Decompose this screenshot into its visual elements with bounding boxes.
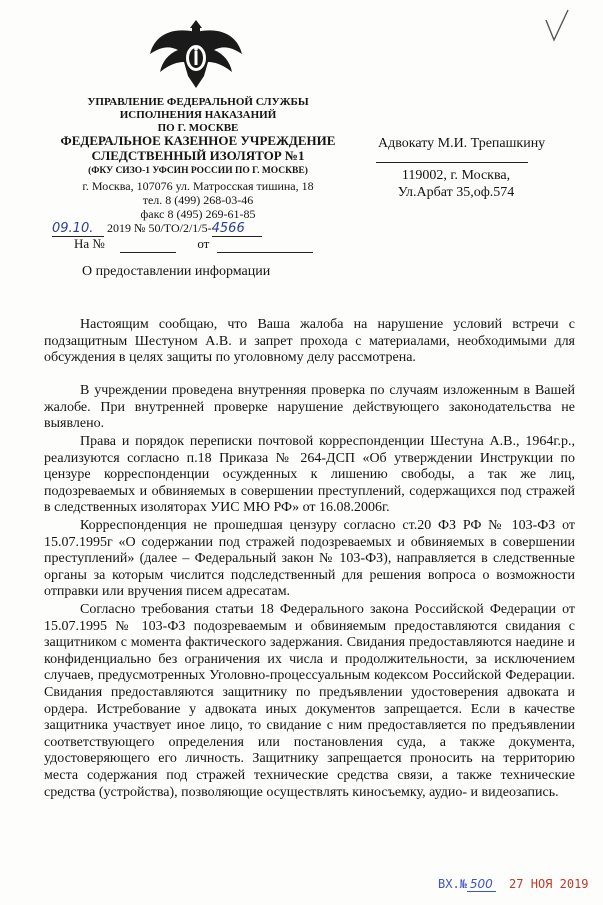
reference-date-blank [217,236,313,253]
paragraph-4: Корреспонденция не прошедшая цензуру согласно ст.20 ФЗ РФ № 103-ФЗ от 15.07.1995г «О содержании под стражей подозреваемых и обвиняемых в совершении преступлений» (далее – Федеральный закон № 103-ФЗ), направляется в следственные органы за которым числится подследственный для решения вопроса о возможности отправки или вручения писем адресатам. [44,518,575,600]
stamp-prefix: ВХ.№ [438,877,467,891]
letterhead-institution [30,133,366,163]
inst-line-2: СЛЕДСТВЕННЫЙ ИЗОЛЯТОР №1 [91,148,305,163]
dept-line-3: ПО Г. МОСКВЕ [157,122,239,134]
reference-date-label: от [197,236,210,251]
reference-line [74,236,313,253]
dept-line-2: ИСПОЛНЕНИЯ НАКАЗАНИЙ [119,109,277,121]
fax: факс 8 (495) 269-61-85 [140,207,256,221]
telephone: тел. 8 (499) 268-03-46 [142,193,254,207]
reference-number-blank [120,236,176,253]
incoming-stamp [438,877,589,891]
recipient-address [376,167,536,201]
outgoing-number: 2019 № 50/ТО/2/1/5- [107,221,212,235]
recipient-name: Адвокату М.И. Трепашкину [378,136,546,151]
paragraph-2: В учреждении проведена внутренняя проверка по случаям изложенным в Вашей жалобе. При внутренней проверке нарушение действующего законодательства не выявлено. [44,383,575,432]
outgoing-number-line [52,221,262,237]
recipient-city: 119002, г. Москва, [401,168,511,183]
outgoing-date: 09.10. [52,221,104,237]
stamp-date: 27 НОЯ 2019 [509,877,589,891]
checkmark-icon [544,8,570,44]
dept-line-1: УПРАВЛЕНИЕ ФЕДЕРАЛЬНОЙ СЛУЖБЫ [87,96,309,108]
paragraph-5: Согласно требования статьи 18 Федерального закона Российской Федерации от 15.07.1995 № 103-ФЗ подозреваемым и обвиняемым предоставляются свидания с защитником с момента фактического задержания. Свидания предоставляются наедине и конфиденциально без ограничения их числа и продолжительности, за исключением случаев, предусмотренных Уголовно-процессуальным кодексом Российской Федерации. Свидания предоставляются защитнику по предъявлении удостоверения адвоката и ордера. Истребование у адвоката иных документов запрещается. Если в качестве защитника участвует иное лицо, то свидание с ним предоставляется по предъявлении соответствующего определения или постановления суда, а также документа, удостоверяющего его личность. Защитнику запрещается проносить на территорию места содержания под стражей технические средства связи, а также технические средства (устройства), позволяющие осуществлять киносъемку, аудио- и видеозапись. [44,602,575,800]
reference-number-label: На № [74,236,105,251]
emblem-icon [148,16,244,94]
subject: О предоставлении информации [82,264,271,279]
address: г. Москва, 107076 ул. Матросская тишина, 18 [82,179,314,193]
recipient-street: Ул.Арбат 35,оф.574 [397,185,515,200]
stamp-number: 500 [467,877,496,892]
letterhead-address [30,179,366,221]
inst-line-1: ФЕДЕРАЛЬНОЕ КАЗЕННОЕ УЧРЕЖДЕНИЕ [60,133,336,148]
outgoing-number-handwritten: 4566 [212,221,262,237]
paragraph-1: Настоящим сообщаю, что Ваша жалоба на нарушение условий встречи с подзащитным Шестуном А.В. и запрет прохода с материалами, необходимыми для обсуждения в целях защиты по уголовному делу рассмотрена. [44,317,575,366]
institution-abbr: (ФКУ СИЗО-1 УФСИН РОССИИ ПО Г. МОСКВЕ) [88,166,308,176]
paragraph-3: Права и порядок переписки почтовой корреспонденции Шестуна А.В., 1964г.р., реализуются согласно п.18 Приказа № 264-ДСП «Об утверждении Инструкции по цензуре корреспонденции осужденных к лишению свободы, а так же лиц, подозреваемых и обвиняемых в совершении преступлений, содержащихся под стражей в следственных изоляторах УИС МЮ РФ» от 16.08.2006г. [44,434,575,516]
recipient-separator [376,162,528,163]
letterhead-dept [30,96,366,135]
